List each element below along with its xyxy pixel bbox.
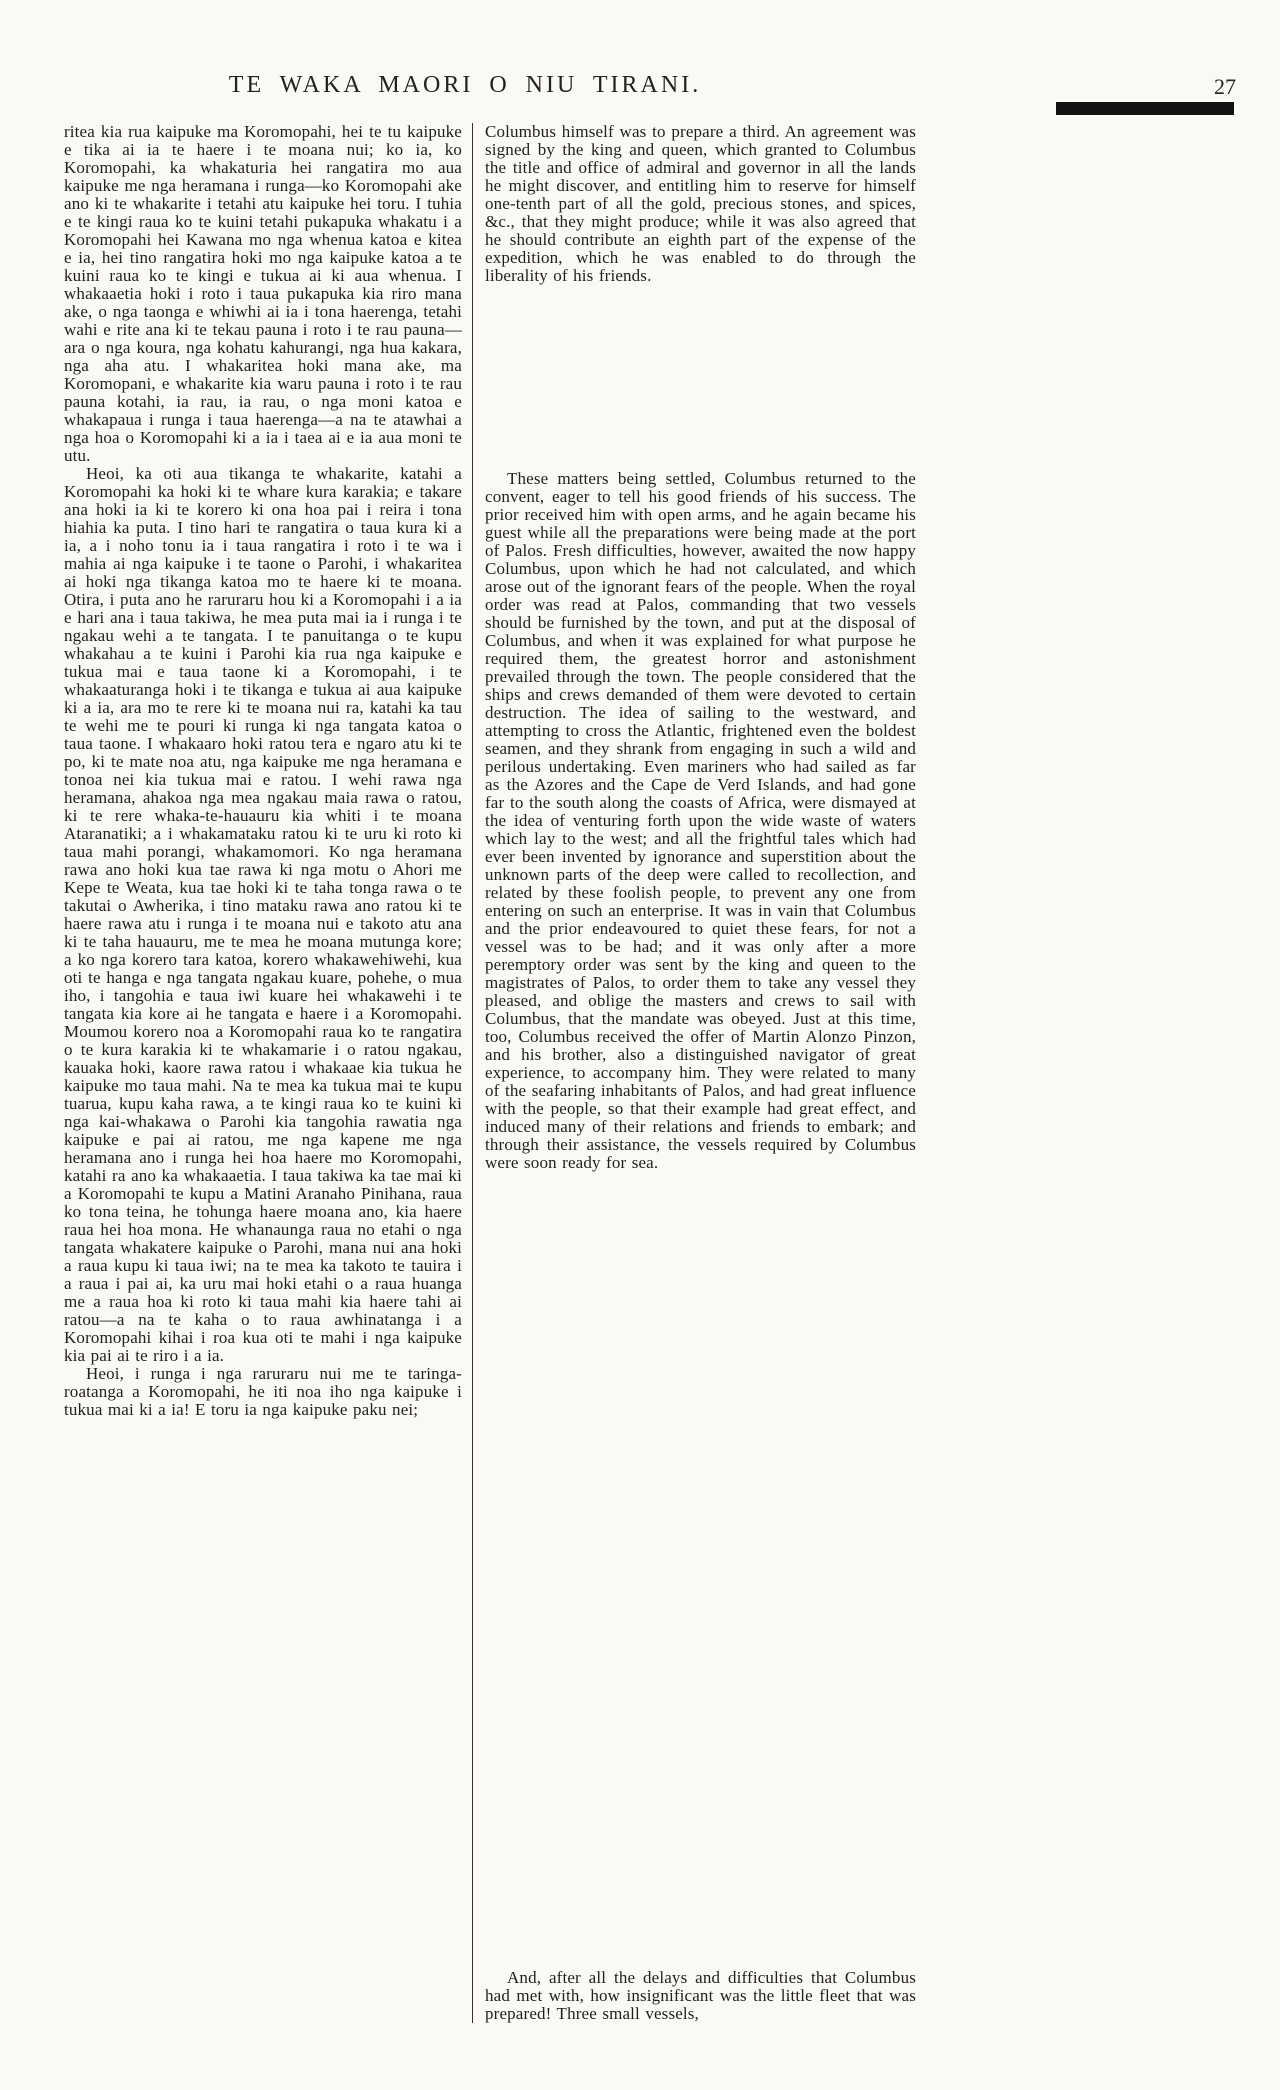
english-column [485,123,916,2023]
english-paragraph: These matters being settled, Columbus returned to the convent, eager to tell his good friends of his success. The prior received him with open arms, and he again became his guest while all the preparations were being made at the port of Palos. Fresh difficulties, however, awaited the now happy Columbus, upon which he had not calculated, and which arose out of the ignorant fears of the people. When the royal order was read at Palos, commanding that two vessels should be furnished by the town, and put at the disposal of Columbus, and when it was explained for what purpose he required them, the greatest horror and astonishment prevailed through the town. The people considered that the ships and crews demanded of them were devoted to certain destruction. The idea of sailing to the westward, and attempting to cross the Atlantic, frightened even the boldest seamen, and they shrank from engaging in such a wild and perilous undertaking. Even mariners who had sailed as far as the Azores and the Cape de Verd Islands, and had gone far to the south along the coasts of Africa, were dismayed at the idea of venturing forth upon the wide waste of waters which lay to the west; and all the frightful tales which had ever been invented by ignorance and superstition about the unknown parts of the deep were called to recollection, and related by these foolish people, to prevent any one from entering on such an enterprise. It was in vain that Columbus and the prior endeavoured to quiet these fears, for not a vessel was to be had; and it was only after a more peremptory order was sent by the king and queen to the magistrates of Palos, to order them to take any vessel they pleased, and oblige the masters and crews to sail with Columbus, that the mandate was obeyed. Just at this time, too, Columbus received the offer of Martin Alonzo Pinzon, and his brother, also a distinguished navigator of great experience, to accompany him. They were related to many of the seafaring inhabitants of Palos, and had great influence with the people, so that their example had great effect, and induced many of their relations and friends to embark; and through their assistance, the vessels required by Columbus were soon ready for sea. [485,469,916,1172]
maori-column [64,123,462,2023]
article-body [64,123,916,2023]
english-paragraph: And, after all the delays and difficulties that Columbus had met with, how insignificant was the little fleet that was prepared! Three small vessels, [485,1968,916,2023]
maori-paragraph-continued: ritea kia rua kaipuke ma Koromopahi, hei te tu kaipuke e tika ai ia te haere i te moana nui; ko ia, ko Koromopahi, ka whakaturia hei rangatira mo aua kaipuke me nga heramana i runga—ko Koromopahi ake ano ki te whakarite i tetahi atu kaipuke hei toru. I tuhia e te kingi raua ko te kuini tetahi pukapuka whakatu i a Koromopahi hei Kawana mo nga whenua katoa e kitea e ia, hei tino rangatira hoki mo nga kaipuke katoa a te kuini raua ko te kingi e tukua ai ki aua whenua. I whakaaetia hoki i roto i taua pukapuka kia riro mana ake, o nga taonga e whiwhi ai ia i tona haerenga, tetahi wahi e rite ana ki te tekau pauna i roto i te rau pauna—ara o nga koura, nga kohatu kahurangi, nga hua kakara, nga aha atu. I whakaritea hoki mana ake, ma Koromopani, e whakarite kia waru pauna i roto i te rau pauna kotahi, ia rau, ia rau, o nga moni katoa e whakapaua i runga i taua haerenga—a na te atawhai a nga hoa o Koromopahi ki a ia i taea ai e ia aua moni te utu. [64,122,462,465]
column-divider [472,123,473,2023]
maori-paragraph: Heoi, ka oti aua tikanga te whakarite, katahi a Koromopahi ka hoki ki te whare kura karakia; e takare ana hoki ia ki te korero ki ona hoa pai i reira i tona hiahia ka puta. I tino hari te rangatira o taua kura ki a ia, a i noho tonu ia i taua rangatira i roto i te wa i mahia ai nga kaipuke i te taone o Parohi, i whakaritea ai hoki nga tikanga katoa mo te haere ki te moana. Otira, i puta ano he raruraru hou ki a Koromopahi i a ia e hari ana i taua takiwa, he mea puta mai ia i runga i te ngakau wehi a te tangata. I te panuitanga o te kupu whakahau a te kuini i Parohi kia rua nga kaipuke e tukua mai e taua taone ki a Koromopahi, i te whakaaturanga hoki i te tikanga e tukua ai aua kaipuke ki a ia, ara mo te rere ki te moana nui ra, katahi ka tau te wehi me te pouri ki runga ki nga tangata katoa o taua taone. I whakaaro hoki ratou tera e ngaro atu ki te po, ki te mate noa atu, nga kaipuke me nga heramana e tonoa nei kia tukua mai e ratou. I wehi rawa nga heramana, ahakoa nga mea ngakau maia rawa o ratou, ki te rere whaka-te-hauauru kia whiti i te moana Ataranatiki; a i whakamataku ratou ki te uru ki roto ki taua mahi porangi, whakamomori. Ko nga heramana rawa ano hoki kua tae rawa ki nga motu o Ahori me Kepe te Weata, kua tae hoki ki te taha tonga rawa o te takutai o Awherika, i tino mataku rawa ano ratou ki te haere rawa atu i runga i te moana nui e takoto atu ana ki te taha hauauru, me te mea he moana mutunga kore; a ko nga korero tara katoa, korero whakawehiwehi, kua oti te hanga e nga tangata ngakau kuare, pohehe, o mua iho, i tangohia e taua iwi kuare hei whakawehi i te tangata kia kore ai he tangata e haere i a Koromopahi. Moumou korero noa a Koromopahi raua ko te rangatira o te kura karakia ki te whakamarie i o ratou ngakau, kauaka hoki, kaore rawa ratou i whakaae kia tukua he kaipuke mo taua mahi. Na te mea ka tukua mai te kupu tuarua, kupu kaha rawa, a te kingi raua ko te kuini ki nga kai-whakawa o Parohi kia tangohia rawatia nga kaipuke e pai ai ratou, me nga kapene me nga heramana ano i runga hei hoa haere mo Koromopahi, katahi ra ano ka whakaaetia. I taua takiwa ka tae mai ki a Koromopahi te kupu a Matini Aranaho Pinihana, raua ko tona teina, he tohunga haere moana ano, kia haere raua hei hoa mona. He whanaunga raua no etahi o nga tangata whakatere kaipuke o Parohi, mana nui ana hoki a raua kupu ki taua iwi; na te mea ka takoto te tauira i a raua i pai ai, ka uru mai hoki etahi o a raua huanga me a raua hoa ki roto ki taua mahi kia haere tahi ai ratou—a na te kaha o to raua awhinatanga i a Koromopahi kihai i roa kua oti te mahi i nga kaipuke kia pai ai te riro i a ia. [64,464,462,1365]
english-paragraph-continued: Columbus himself was to prepare a third. An agreement was signed by the king and queen, which granted to Columbus the title and office of admiral and governor in all the lands he might discover, and entitling him to reserve for himself one-tenth part of all the gold, precious stones, and spices, &c., that they might produce; while it was also agreed that he should contribute an eighth part of the expense of the expedition, which he was enabled to do through the liberality of his friends. [485,122,916,285]
page-title: TE WAKA MAORI O NIU TIRANI. [228,72,702,98]
ink-smudge-bar [1056,102,1234,115]
maori-paragraph: Heoi, i runga i nga raruraru nui me te taringa-roatanga a Koromopahi, he iti noa iho nga kaipuke i tukua mai ki a ia! E toru ia nga kaipuke paku nei; [64,1364,462,1419]
page-number: 27 [1214,74,1236,99]
